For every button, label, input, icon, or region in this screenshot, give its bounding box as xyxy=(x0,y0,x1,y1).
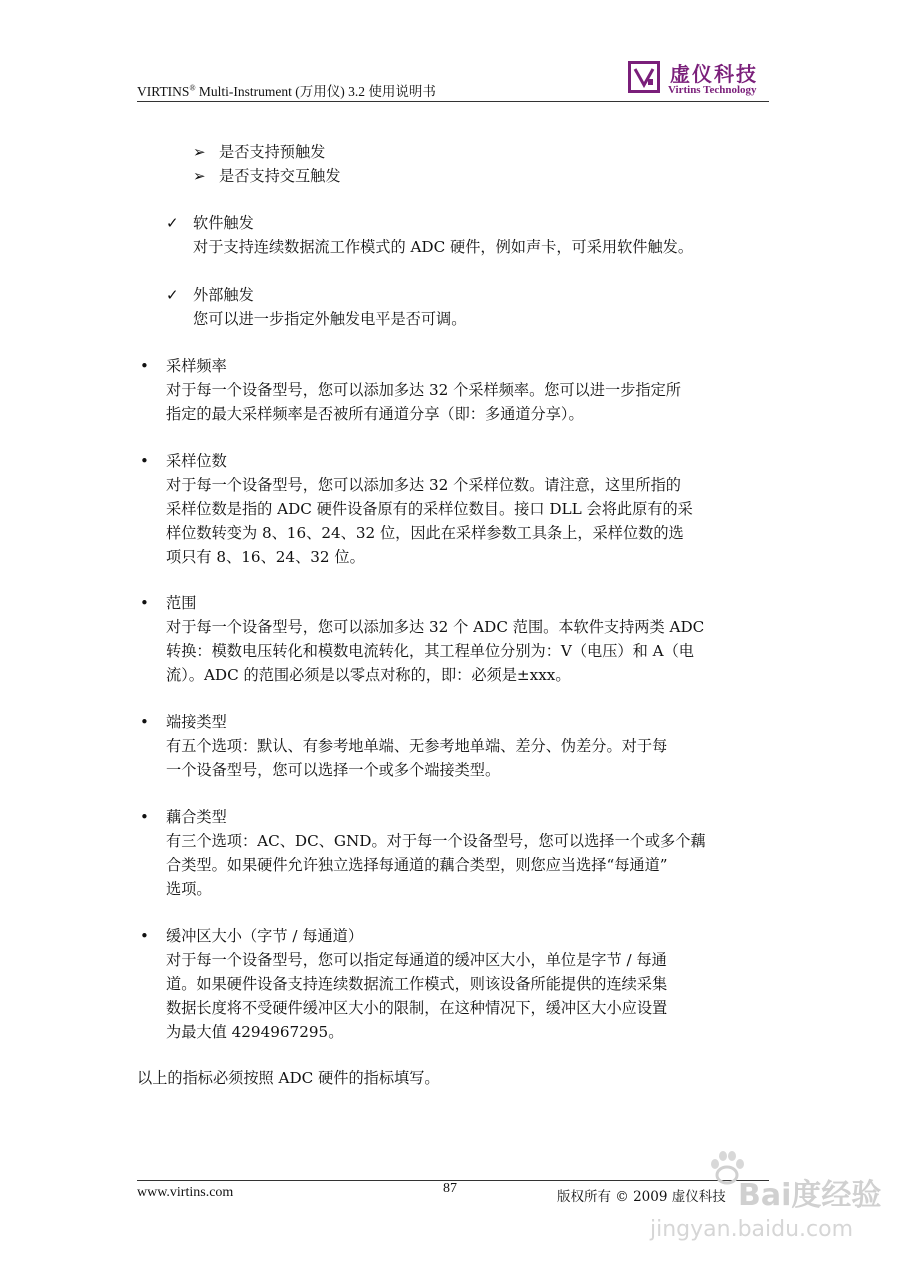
section-line: 对于每一个设备型号，您可以添加多达 32 个采样位数。请注意，这里所指的 xyxy=(166,476,681,494)
section-title: 采样位数 xyxy=(166,452,227,470)
arrow-bullet-icon: ➢ xyxy=(193,167,206,185)
bullet-dot-icon: • xyxy=(140,452,149,470)
section-line: 有三个选项：AC、DC、GND。对于每一个设备型号，您可以选择一个或多个藕 xyxy=(166,832,706,850)
section-line: 对于每一个设备型号，您可以指定每通道的缓冲区大小，单位是字节 / 每通 xyxy=(166,951,667,969)
checkmark-icon: ✓ xyxy=(166,214,179,232)
section-line: 对于每一个设备型号，您可以添加多达 32 个 ADC 范围。本软件支持两类 ADC xyxy=(166,618,705,636)
check-item-text: 对于支持连续数据流工作模式的 ADC 硬件，例如声卡，可采用软件触发。 xyxy=(193,238,694,256)
section-line: 项只有 8、16、24、32 位。 xyxy=(166,548,365,566)
page-number: 87 xyxy=(443,1181,457,1196)
section-title: 缓冲区大小（字节 / 每通道） xyxy=(166,927,364,945)
checkmark-icon: ✓ xyxy=(166,286,179,304)
check-item-text: 您可以进一步指定外触发电平是否可调。 xyxy=(193,310,467,328)
bullet-dot-icon: • xyxy=(140,594,149,612)
section-title: 采样频率 xyxy=(166,357,227,375)
check-item-title: 软件触发 xyxy=(193,214,254,232)
logo-english-name: Virtins Technology xyxy=(668,84,757,96)
sub-bullet-item: 是否支持交互触发 xyxy=(219,167,341,185)
section-line: 一个设备型号，您可以选择一个或多个端接类型。 xyxy=(166,761,501,779)
section-title: 范围 xyxy=(166,594,197,612)
header-title-text: Multi-Instrument (万用仪) 3.2 使用说明书 xyxy=(195,84,436,99)
section-line: 选项。 xyxy=(166,880,212,898)
section-line: 指定的最大采样频率是否被所有通道分享（即：多通道分享）。 xyxy=(166,405,584,423)
section-line: 转换：模数电压转化和模数电流转化，其工程单位分别为：V（电压）和 A（电 xyxy=(166,642,694,660)
bullet-dot-icon: • xyxy=(140,713,149,731)
section-title: 藕合类型 xyxy=(166,808,227,826)
section-line: 采样位数是指的 ADC 硬件设备原有的采样位数目。接口 DLL 会将此原有的采 xyxy=(166,500,693,518)
closing-paragraph: 以上的指标必须按照 ADC 硬件的指标填写。 xyxy=(137,1069,440,1087)
check-item-title: 外部触发 xyxy=(193,286,254,304)
brand-name: VIRTINS xyxy=(137,84,190,99)
watermark-url: jingyan.baidu.com xyxy=(650,1217,854,1242)
footer-website: www.virtins.com xyxy=(137,1185,234,1200)
footer-copyright: 版权所有 © 2009 虚仪科技 xyxy=(557,1189,726,1205)
bullet-dot-icon: • xyxy=(140,808,149,826)
company-logo-icon xyxy=(628,61,660,93)
registered-mark: ® xyxy=(189,83,196,93)
section-line: 数据长度将不受硬件缓冲区大小的限制，在这种情况下，缓冲区大小应设置 xyxy=(166,999,668,1017)
section-title: 端接类型 xyxy=(166,713,227,731)
document-header-title xyxy=(137,80,436,100)
sub-bullet-item: 是否支持预触发 xyxy=(219,143,326,161)
section-line: 合类型。如果硬件允许独立选择每通道的藕合类型，则您应当选择“每通道” xyxy=(166,856,668,874)
arrow-bullet-icon: ➢ xyxy=(193,143,206,161)
section-line: 样位数转变为 8、16、24、32 位，因此在采样参数工具条上，采样位数的选 xyxy=(166,524,684,542)
section-line: 为最大值 4294967295。 xyxy=(166,1023,344,1041)
section-line: 对于每一个设备型号，您可以添加多达 32 个采样频率。您可以进一步指定所 xyxy=(166,381,681,399)
section-line: 道。如果硬件设备支持连续数据流工作模式，则该设备所能提供的连续采集 xyxy=(166,975,668,993)
header-divider xyxy=(137,101,769,102)
bullet-dot-icon: • xyxy=(140,357,149,375)
section-line: 流）。ADC 的范围必须是以零点对称的，即：必须是±xxx。 xyxy=(166,666,571,684)
section-line: 有五个选项：默认、有参考地单端、无参考地单端、差分、伪差分。对于每 xyxy=(166,737,668,755)
bullet-dot-icon: • xyxy=(140,927,149,945)
watermark-logo-text: Bai度经验 xyxy=(738,1178,882,1213)
logo-chinese-name: 虚仪科技 xyxy=(670,62,758,86)
